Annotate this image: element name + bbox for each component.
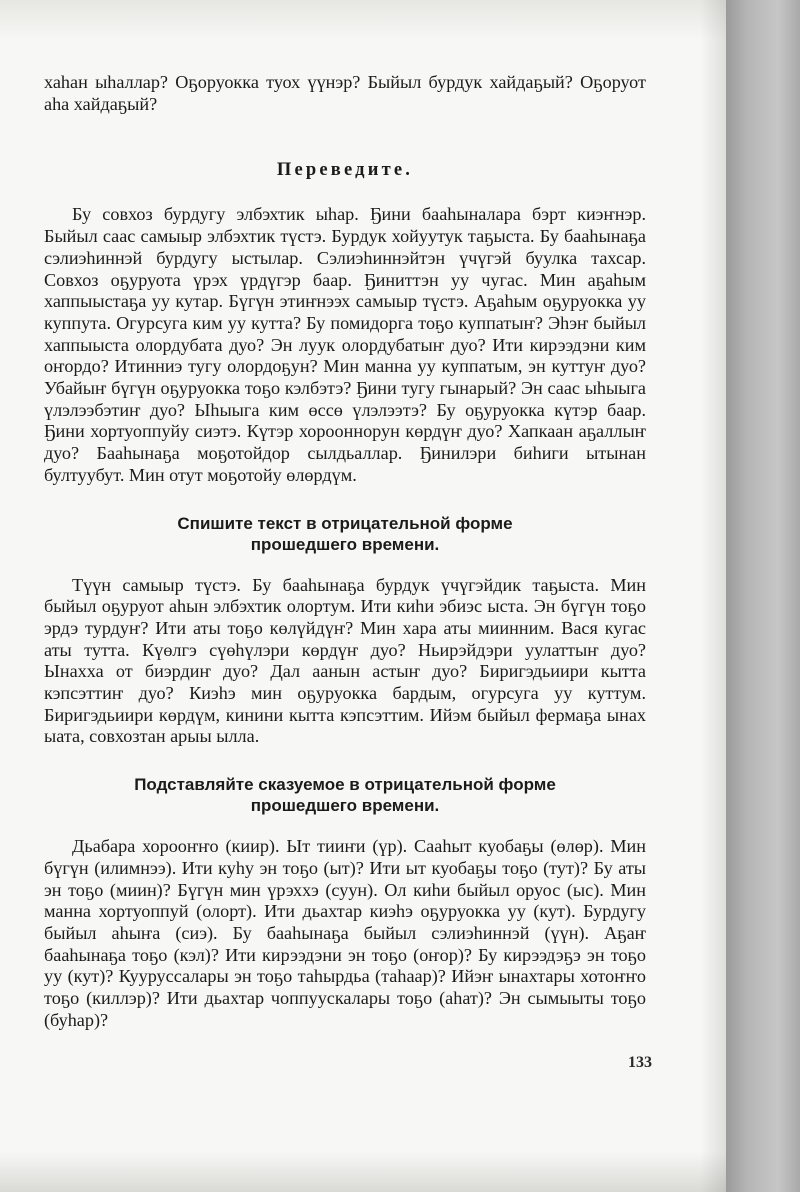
section1-text: Бу совхоз бурдугу элбэхтик ыһар. Ҕини бааһыналара бэрт киэҥнэр. Быйыл саас самыыр элбэхтик түстэ. Бурдук хойуутук таҕыста. Бу бааһынаҕа сэлиэһиннэй бурдугу ыстылар. Сэлиэһиннэйтэн үчүгэй буулка тахсар. Совхоз оҕуруота үрэх үрдүгэр баар. Ҕиниттэн уу чугас. Мин аҕаһым хаппыыстаҕа уу кутар. Бүгүн этиҥнээх самыыр түстэ. Аҕаһым оҕуруокка уу куппута. Огурсуга ким уу кутта? Бу помидорга тоҕо куппатыҥ? Эһэҥ быйыл хаппыыста олордубата дуо? Эн луук олордубатыҥ дуо? Ити кирээдэни ким оҥордо? Итинниэ тугу олордоҕун? Мин манна уу куппатым, эн куттуҥ дуо? Убайыҥ бүгүн оҕуруокка тоҕо кэлбэтэ? Ҕини тугу гынарый? Эн саас ыһыыга үлэлээбэтиҥ дуо? Ыһыыга ким өссө үлэлээтэ? Бу оҕуруокка күтэр баар. Ҕини хортуоппуйу сиэтэ. Күтэр хорооннорун көрдүҥ дуо? Хапкаан аҕаллыҥ дуо? Бааһынаҕа моҕотойдор сылдьаллар. Ҕинилэри биһиги ытынан бултуубут. Мин отут моҕотойу өлөрдүм. <box>44 204 646 485</box>
section2-heading-line2: прошедшего времени. <box>250 534 440 554</box>
page-shading-bottom <box>0 1152 726 1192</box>
section1-heading: Переведите. <box>276 160 414 181</box>
page-shading-top <box>0 0 726 40</box>
page-number: 133 <box>628 1054 652 1071</box>
page-content <box>44 72 646 1032</box>
intro-text: хаһан ыһаллар? Оҕоруокка туох үүнэр? Быйыл бурдук хайдаҕый? Оҕоруот аһа хайдаҕый? <box>44 72 646 114</box>
section3-text: Дьабара хорооҥҥо (киир). Ыт тииҥи (үр). Сааһыт куобаҕы (өлөр). Мин бүгүн (илимнээ). Ити куһу эн тоҕо (ыт)? Ити ыт куобаҕы тоҕо (тут)? Бу аты эн тоҕо (миин)? Бүгүн мин үрэххэ (суун). Ол киһи быйыл оруос (ыс). Мин манна хортуоппуй (олорт). Ити дьахтар киэһэ оҕуруокка уу (кут). Бурдугу быйыл аһыҥа (сиэ). Бу бааһынаҕа быйыл сэлиэһиннэй (үүн). Аҕаҥ бааһынаҕа тоҕо (кэл)? Ити кирээдэни эн тоҕо (оҥор)? Бу кирээдэҕэ эн тоҕо уу (кут)? Кууруссалары эн тоҕо таһырдьа (таһаар)? Ийэҥ ынахтары хотоҥҥо тоҕо (киллэр)? Ити дьахтар чоппуускалары тоҕо (аһат)? Эн сымыыты тоҕо (буһар)? <box>44 836 646 1030</box>
book-binding-gutter <box>726 0 800 1192</box>
section3-heading-line1: Подставляйте сказуемое в отрицательной форме <box>134 775 556 795</box>
section2-heading-line1: Спишите текст в отрицательной форме <box>177 513 513 533</box>
section2-text: Түүн самыыр түстэ. Бу бааһынаҕа бурдук үчүгэйдик таҕыста. Мин быйыл оҕуруот аһын элбэхтик олортум. Ити киһи эбиэс ыста. Эн бүгүн тоҕо эрдэ турдуҥ? Ити аты тоҕо көлүйдүҥ? Мин хара аты миинним. Вася кугас аты тутта. Күөлгэ сүөһүлэри көрдүҥ дуо? Ньирэйдэри уулаттыҥ дуо? Ынахха от биэрдиҥ дуо? Дал аанын астыҥ дуо? Биригэдьиири кытта кэпсэттиҥ дуо? Киэһэ мин оҕуруокка бардым, огурсуга уу куттум. Биригэдьиири көрдүм, кинини кытта кэпсэттим. Ийэм быйыл фермаҕа ынах ыата, совхозтан арыы ылла. <box>44 574 646 747</box>
page-fold-shadow <box>700 0 726 1192</box>
section3-heading-line2: прошедшего времени. <box>250 796 440 816</box>
